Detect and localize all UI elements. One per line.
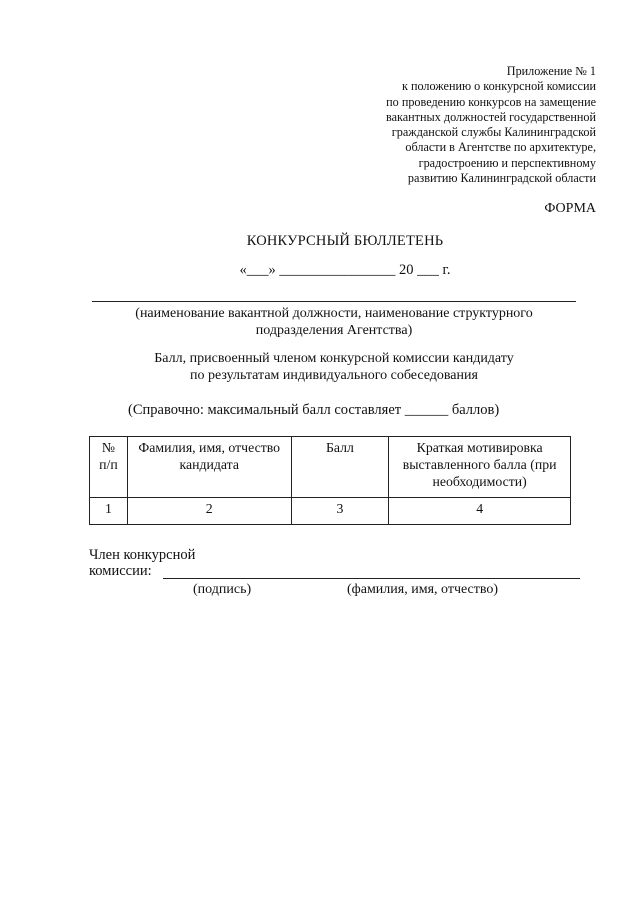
appendix-line: градостроению и перспективному [418,155,596,170]
header-motivation: Краткая мотивировка выставленного балла (при необходимости) [389,437,571,498]
table-row [90,498,571,525]
table-cell: 3 [291,498,389,525]
header-name: Фамилия, имя, отчество кандидата [127,437,291,498]
ballot-table [89,436,571,525]
appendix-line: вакантных должностей государственной [386,109,596,124]
member-label-line: комиссии: [89,563,152,579]
table-cell: 1 [90,498,128,525]
signature-caption: (подпись) [193,582,252,597]
appendix-line: Приложение № 1 [506,64,596,78]
table-header-row [90,437,571,498]
signature-line [163,578,580,579]
reference-note: (Справочно: максимальный балл составляет ______ баллов) [128,402,500,418]
position-caption-line: (наименование вакантной должности, наименование структурного [135,306,533,321]
appendix-line: развитию Калининградской области [407,171,596,186]
score-description-line: Балл, присвоенный членом конкурсной комиссии кандидату [154,351,514,366]
position-underline [92,301,576,302]
position-caption-line: подразделения Агентства) [255,323,413,338]
table-cell: 4 [389,498,571,525]
member-label [89,547,195,579]
form-label: ФОРМА [544,201,596,216]
appendix-header [296,64,596,186]
score-description [92,350,576,384]
appendix-line: к положению о конкурсной комиссии [401,79,596,94]
appendix-line: по проведению конкурсов на замещение [386,94,596,109]
score-description-line: по результатам индивидуального собеседования [190,368,478,383]
appendix-line: области в Агентстве по архитектуре, [405,140,596,155]
position-caption [92,305,576,339]
appendix-line: гражданской службы Калининградской [391,125,596,140]
document-title: КОНКУРСНЫЙ БЮЛЛЕТЕНЬ [246,233,444,249]
member-label-line: Член конкурсной [89,547,196,563]
header-score: Балл [291,437,389,498]
date-line: «___» ________________ 20 ___ г. [239,262,451,278]
header-num: № п/п [90,437,128,498]
name-caption: (фамилия, имя, отчество) [347,582,499,597]
table-cell: 2 [127,498,291,525]
